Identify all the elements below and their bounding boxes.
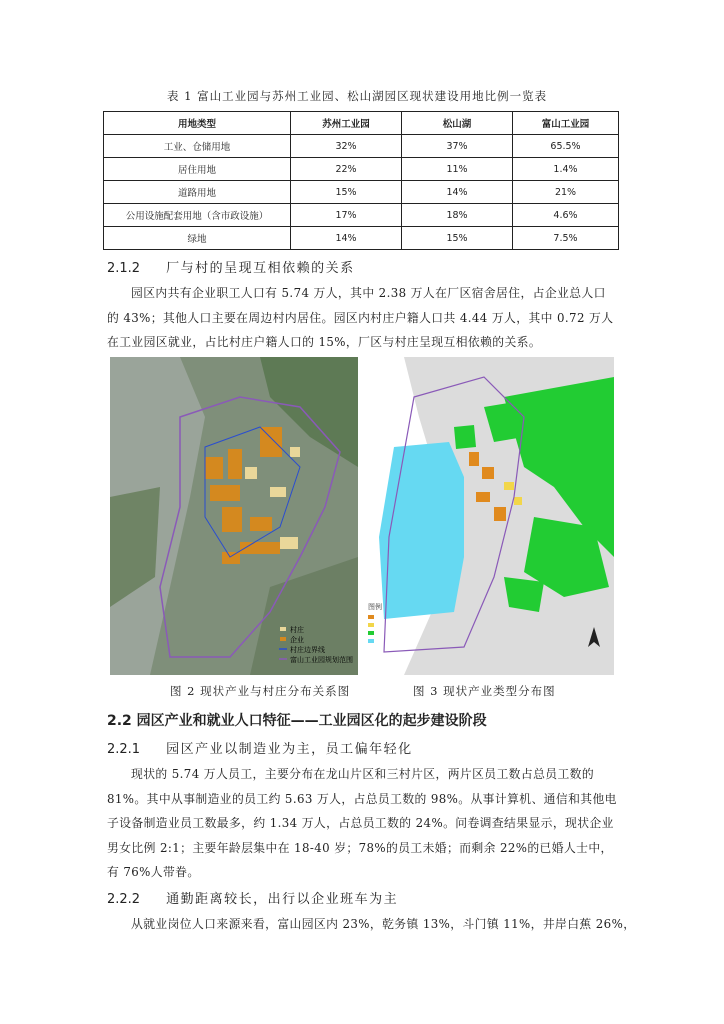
section-heading-2-2-2 <box>107 888 398 907</box>
table-cell: 14% <box>402 181 513 204</box>
village-block <box>514 497 522 505</box>
table-cell: 18% <box>402 204 513 227</box>
green-area <box>454 425 476 449</box>
table-row <box>104 158 619 181</box>
legend-label: 村庄边界线 <box>290 646 325 654</box>
enterprise-block <box>250 517 272 531</box>
green-area <box>504 577 544 612</box>
industry-block <box>469 452 479 466</box>
village-block <box>504 482 514 490</box>
table-cell: 4.6% <box>513 204 619 227</box>
table-row <box>104 204 619 227</box>
section-title: 通勤距离较长，出行以企业班车为主 <box>166 892 399 907</box>
figure-2-caption: 图 2 现状产业与村庄分布关系图 <box>170 684 351 698</box>
legend-swatch-enterprise <box>280 637 286 641</box>
figure-2-satellite-map <box>110 357 358 675</box>
paragraph: 园区内共有企业职工人口有 5.74 万人，其中 2.38 万人在厂区宿舍居住，占企业总人口的 43%；其他人口主要在周边村内居住。园区内村庄户籍人口共 4.44 万人，其中 0.72 万人在工业园区就业，占比村庄户籍人口的 15%，厂区与村庄呈现互相依赖的关系。 <box>107 286 614 349</box>
sea-area <box>379 442 464 619</box>
section-number: 2.1.2 <box>107 261 141 276</box>
table-cell: 14% <box>291 227 402 250</box>
table-cell: 37% <box>402 135 513 158</box>
table-cell: 15% <box>291 181 402 204</box>
table-cell: 21% <box>513 181 619 204</box>
legend-swatch <box>368 631 374 635</box>
section-number: 2.2.1 <box>107 742 141 757</box>
table-cell: 22% <box>291 158 402 181</box>
section-heading-2-1-2 <box>107 257 355 276</box>
enterprise-block <box>205 457 223 479</box>
table-row <box>104 227 619 250</box>
village-block <box>245 467 257 479</box>
table-cell: 1.4% <box>513 158 619 181</box>
industry-block <box>482 467 494 479</box>
legend-label: 企业 <box>290 636 304 644</box>
legend-swatch-village <box>280 627 286 631</box>
figure-3-industry-map <box>364 357 614 675</box>
table-caption: 表 1 富山工业园与苏州工业园、松山湖园区现状建设用地比例一览表 <box>167 89 548 103</box>
table-cell: 7.5% <box>513 227 619 250</box>
table-cell: 15% <box>402 227 513 250</box>
table-cell: 绿地 <box>104 227 291 250</box>
table-header-row <box>104 112 619 135</box>
land-use-table <box>103 111 619 250</box>
table-cell: 17% <box>291 204 402 227</box>
section-heading-2-2-1 <box>107 738 413 757</box>
section-title: 厂与村的呈现互相依赖的关系 <box>166 261 355 276</box>
legend-label: 村庄 <box>290 626 304 634</box>
village-block <box>270 487 286 497</box>
legend-swatch <box>368 623 374 627</box>
table-cell: 32% <box>291 135 402 158</box>
enterprise-block <box>210 485 240 501</box>
section-number: 2.2.2 <box>107 892 141 907</box>
table-cell: 工业、仓储用地 <box>104 135 291 158</box>
table-row <box>104 135 619 158</box>
table-cell: 65.5% <box>513 135 619 158</box>
legend-title: 图例 <box>368 603 382 611</box>
enterprise-block <box>240 542 280 554</box>
section-title: 园区产业以制造业为主，员工偏年轻化 <box>166 742 413 757</box>
table-cell: 道路用地 <box>104 181 291 204</box>
table-cell: 公用设施配套用地（含市政设施） <box>104 204 291 227</box>
figure-3-caption: 图 3 现状产业类型分布图 <box>413 684 556 698</box>
enterprise-block <box>222 507 242 532</box>
header-cell: 苏州工业园 <box>291 112 402 135</box>
header-cell: 用地类型 <box>104 112 291 135</box>
table-row <box>104 181 619 204</box>
industry-block <box>476 492 490 502</box>
enterprise-block <box>260 427 282 457</box>
legend-label: 富山工业园规划范围 <box>290 656 353 664</box>
table-cell: 11% <box>402 158 513 181</box>
header-cell: 富山工业园 <box>513 112 619 135</box>
enterprise-block <box>222 552 240 564</box>
village-block <box>290 447 300 457</box>
paragraph: 从就业岗位人口来源来看，富山园区内 23%，乾务镇 13%，斗门镇 11%，井岸白蕉 26%， <box>131 917 636 931</box>
section-heading-2-2: 2.2 园区产业和就业人口特征——工业园区化的起步建设阶段 <box>107 713 487 729</box>
village-block <box>280 537 298 549</box>
paragraph: 现状的 5.74 万人员工，主要分布在龙山片区和三村片区，两片区员工数占总员工数的 81%。其中从事制造业的员工约 5.63 万人，占总员工数的 98%。从事计算机、通信和其他电子设备制造业员工数最多，约 1.34 万人，占总员工数的 24%。问卷调查结果显示，现状企业男女比例 2:1；主要年龄层集中在 18-40 岁；78%的员工未婚；而剩余 22%的已婚人士中，有 76%人带眷。 <box>107 767 617 879</box>
legend-swatch <box>368 615 374 619</box>
industry-block <box>494 507 506 521</box>
enterprise-block <box>228 449 242 479</box>
legend-swatch <box>368 639 374 643</box>
header-cell: 松山湖 <box>402 112 513 135</box>
table-cell: 居住用地 <box>104 158 291 181</box>
